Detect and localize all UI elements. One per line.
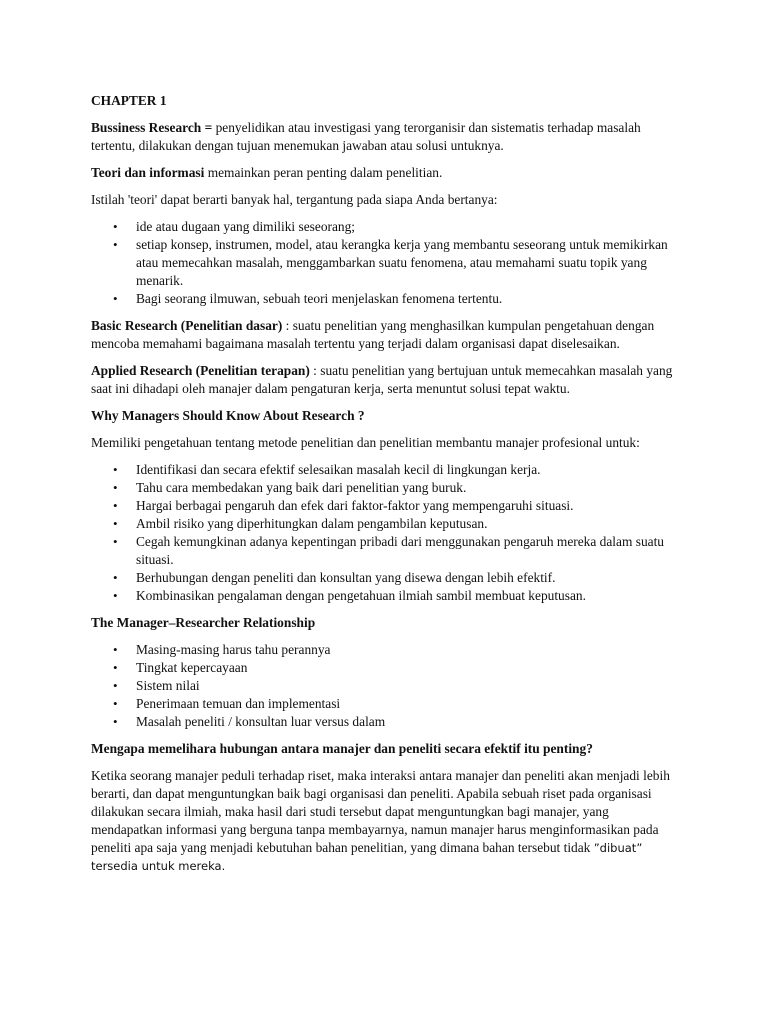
list-item bbox=[91, 569, 682, 587]
bullet-icon: • bbox=[113, 660, 118, 675]
bullet-icon: • bbox=[113, 237, 118, 252]
relationship-factors-list bbox=[91, 641, 682, 731]
list-item-text: Tingkat kepercayaan bbox=[136, 660, 248, 675]
list-item bbox=[91, 695, 682, 713]
bullet-icon: • bbox=[113, 516, 118, 531]
bullet-icon: • bbox=[113, 498, 118, 513]
list-item bbox=[91, 515, 682, 533]
paragraph-applied-research bbox=[91, 362, 682, 398]
bullet-icon: • bbox=[113, 462, 118, 477]
bullet-icon: • bbox=[113, 291, 118, 306]
list-item-text: Penerimaan temuan dan implementasi bbox=[136, 696, 341, 711]
list-item bbox=[91, 290, 682, 308]
bullet-icon: • bbox=[113, 696, 118, 711]
list-item bbox=[91, 713, 682, 731]
definition-basic-research: : suatu penelitian yang menghasilkan kumpulan pengetahuan dengan mencoba memahami bagaimana masalah tertentu yang terjadi dalam organisasi dapat diselesaikan. bbox=[91, 318, 655, 351]
list-item-text: Bagi seorang ilmuwan, sebuah teori menjelaskan fenomena tertentu. bbox=[136, 291, 503, 306]
definition-theory-information: memainkan peran penting dalam penelitian. bbox=[204, 165, 443, 180]
list-item-text: Identifikasi dan secara efektif selesaikan masalah kecil di lingkungan kerja. bbox=[136, 462, 541, 477]
definition-business-research: penyelidikan atau investigasi yang terorganisir dan sistematis terhadap masalah tertentu, dilakukan dengan tujuan menemukan jawaban atau solusi untuknya. bbox=[91, 120, 641, 153]
list-item bbox=[91, 218, 682, 236]
bullet-icon: • bbox=[113, 642, 118, 657]
list-item bbox=[91, 479, 682, 497]
paragraph-relationship-explanation bbox=[91, 767, 682, 875]
list-item-text: setiap konsep, instrumen, model, atau kerangka kerja yang membantu seseorang untuk memikirkan atau memecahkan masalah, menggambarkan suatu fenomena, atau memahami suatu topik yang menarik. bbox=[136, 237, 668, 288]
bullet-icon: • bbox=[113, 219, 118, 234]
term-business-research: Bussiness Research = bbox=[91, 120, 213, 135]
bullet-icon: • bbox=[113, 588, 118, 603]
list-item bbox=[91, 533, 682, 569]
bullet-icon: • bbox=[113, 714, 118, 729]
list-item-text: Hargai berbagai pengaruh dan efek dari faktor-faktor yang mempengaruhi situasi. bbox=[136, 498, 574, 513]
paragraph-theory-information bbox=[91, 164, 682, 182]
bullet-icon: • bbox=[113, 480, 118, 495]
section-heading-why-managers: Why Managers Should Know About Research ? bbox=[91, 408, 365, 423]
section-heading-relationship: The Manager–Researcher Relationship bbox=[91, 615, 316, 630]
list-item-text: Tahu cara membedakan yang baik dari penelitian yang buruk. bbox=[136, 480, 467, 495]
term-basic-research: Basic Research (Penelitian dasar) bbox=[91, 318, 283, 333]
bullet-icon: • bbox=[113, 534, 118, 549]
definition-applied-research: : suatu penelitian yang bertujuan untuk memecahkan masalah yang saat ini dihadapi oleh manajer dalam pengaturan kerja, serta menuntut solusi tepat waktu. bbox=[91, 363, 673, 396]
list-item bbox=[91, 461, 682, 479]
explanation-tail: ”dibuat” tersedia untuk mereka. bbox=[91, 841, 643, 873]
list-item bbox=[91, 236, 682, 290]
chapter-heading: CHAPTER 1 bbox=[91, 93, 167, 108]
manager-benefits-list bbox=[91, 461, 682, 605]
bullet-icon: • bbox=[113, 678, 118, 693]
bullet-icon: • bbox=[113, 570, 118, 585]
list-item-text: ide atau dugaan yang dimiliki seseorang; bbox=[136, 219, 356, 234]
paragraph-knowledge-benefits: Memiliki pengetahuan tentang metode penelitian dan penelitian membantu manajer profesional untuk: bbox=[91, 435, 640, 450]
section-heading-why-maintain-relationship: Mengapa memelihara hubungan antara manajer dan peneliti secara efektif itu penting? bbox=[91, 741, 593, 756]
list-item-text: Masalah peneliti / konsultan luar versus dalam bbox=[136, 714, 386, 729]
list-item bbox=[91, 659, 682, 677]
list-item-text: Berhubungan dengan peneliti dan konsultan yang disewa dengan lebih efektif. bbox=[136, 570, 556, 585]
list-item bbox=[91, 677, 682, 695]
paragraph-business-research bbox=[91, 119, 682, 155]
list-item-text: Sistem nilai bbox=[136, 678, 200, 693]
list-item-text: Ambil risiko yang diperhitungkan dalam pengambilan keputusan. bbox=[136, 516, 488, 531]
theory-meanings-list bbox=[91, 218, 682, 308]
term-applied-research: Applied Research (Penelitian terapan) bbox=[91, 363, 310, 378]
list-item-text: Cegah kemungkinan adanya kepentingan pribadi dari menggunakan pengaruh mereka dalam suatu situasi. bbox=[136, 534, 665, 567]
explanation-text: Ketika seorang manajer peduli terhadap riset, maka interaksi antara manajer dan peneliti akan menjadi lebih berarti, dan dapat menguntungkan baik bagi organisasi dan peneliti. Apabila sebuah riset pada organisasi dilakukan secara ilmiah, maka hasil dari studi tersebut dapat menguntungkan bagi manajer, yang mendapatkan informasi yang berguna tanpa membayarnya, namun manajer harus menginformasikan pada peneliti apa saja yang menjadi kebutuhan bahan penelitian, yang dimana bahan tersebut tidak bbox=[91, 768, 670, 855]
list-item-text: Masing-masing harus tahu perannya bbox=[136, 642, 331, 657]
term-theory-information: Teori dan informasi bbox=[91, 165, 205, 180]
list-item bbox=[91, 641, 682, 659]
paragraph-basic-research bbox=[91, 317, 682, 353]
list-item-text: Kombinasikan pengalaman dengan pengetahuan ilmiah sambil membuat keputusan. bbox=[136, 588, 586, 603]
paragraph-theory-intro: Istilah 'teori' dapat berarti banyak hal, tergantung pada siapa Anda bertanya: bbox=[91, 192, 498, 207]
list-item bbox=[91, 497, 682, 515]
list-item bbox=[91, 587, 682, 605]
